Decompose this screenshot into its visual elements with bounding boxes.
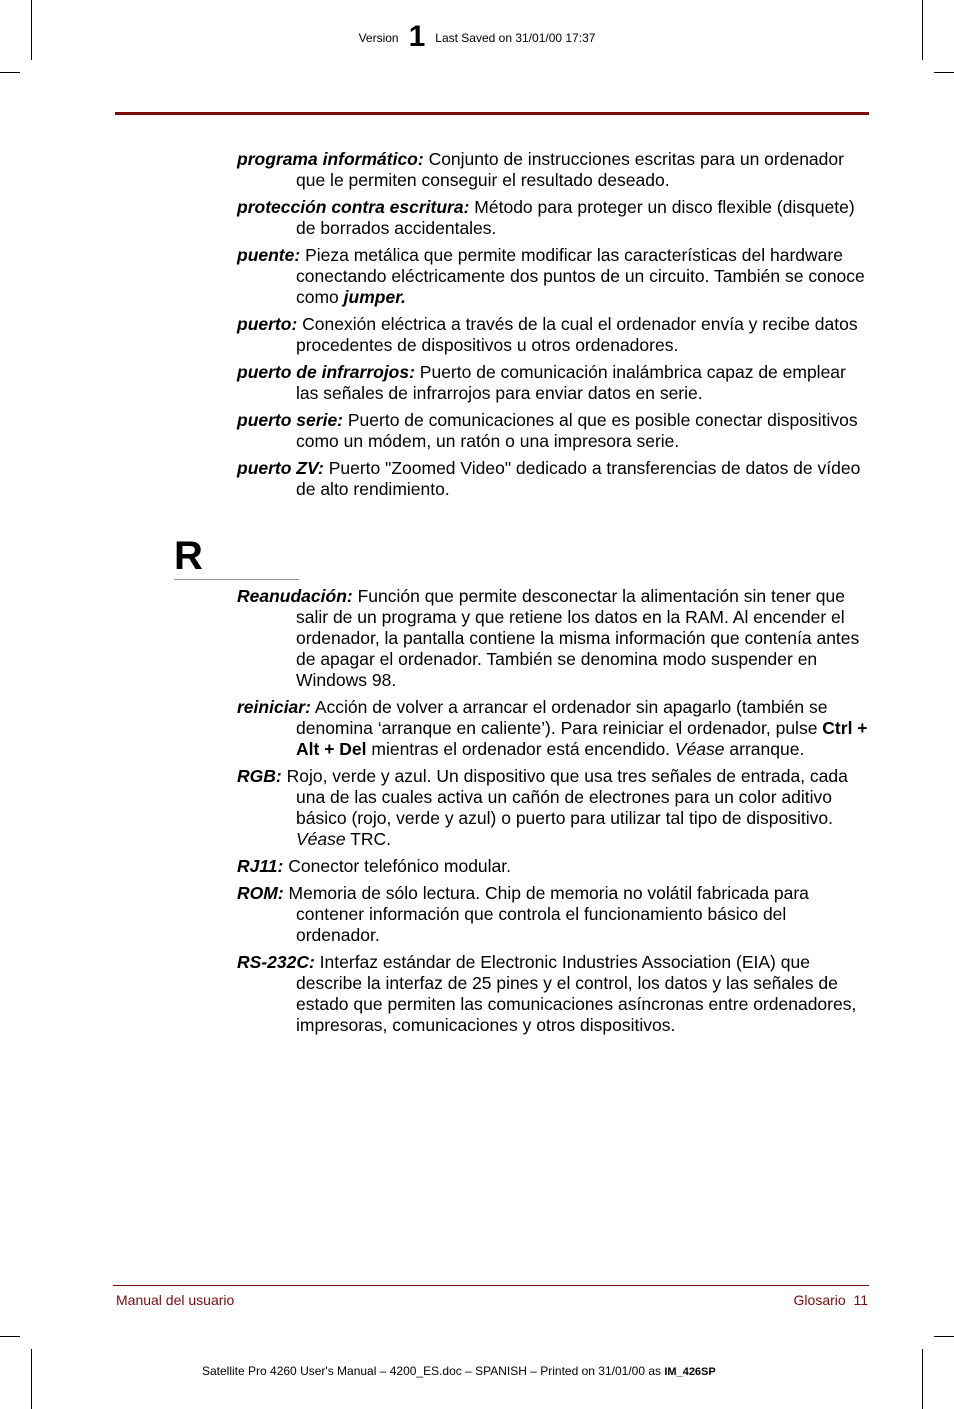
version-header xyxy=(0,20,954,54)
glossary-definition: Pieza metálica que permite modificar las características del hardware conectando eléctricamente dos puntos de un circuito. También se conoce como xyxy=(296,245,865,307)
section-letter-rule xyxy=(174,579,299,580)
glossary-entry xyxy=(237,883,871,946)
key-combination: Ctrl + Alt + Del xyxy=(296,718,868,759)
crop-mark xyxy=(934,1336,954,1337)
glossary-entry xyxy=(237,245,871,308)
glossary-definition: Puerto "Zoomed Video" dedicado a transferencias de datos de vídeo de alto rendimiento. xyxy=(296,458,861,499)
glossary-definition: TRC. xyxy=(345,829,391,849)
crop-mark xyxy=(31,1349,32,1409)
see-reference: Véase xyxy=(674,739,725,759)
glossary-entry xyxy=(237,314,871,356)
section-letter: R xyxy=(174,534,203,578)
glossary-definition: Conjunto de instrucciones escritas para un ordenador que le permiten conseguir el resultado deseado. xyxy=(296,149,844,190)
glossary-term: puerto ZV: xyxy=(237,458,324,478)
glossary-definition: Conexión eléctrica a través de la cual el ordenador envía y recibe datos procedentes de dispositivos u otros ordenadores. xyxy=(296,314,858,355)
glossary-definition: Rojo, verde y azul. Un dispositivo que usa tres señales de entrada, cada una de las cuales activa un cañón de electrones para un color aditivo básico (rojo, verde y azul) o puerto para utilizar tal tipo de dispositivo. xyxy=(281,766,848,828)
glossary-r-section xyxy=(237,586,871,1042)
crop-mark xyxy=(922,1349,923,1409)
glossary-definition: Método para proteger un disco flexible (disquete) de borrados accidentales. xyxy=(296,197,855,238)
glossary-entry xyxy=(237,458,871,500)
glossary-term: RJ11: xyxy=(237,856,284,876)
crop-mark xyxy=(0,1336,20,1337)
footer-page-label: Glosario 11 xyxy=(793,1292,868,1308)
glossary-term: puerto: xyxy=(237,314,298,334)
print-code: IM_426SP xyxy=(664,1366,716,1378)
glossary-definition: Puerto de comunicaciones al que es posible conectar dispositivos como un módem, un ratón o una impresora serie. xyxy=(296,410,858,451)
footer-rule xyxy=(113,1285,869,1286)
glossary-term: puerto serie: xyxy=(237,410,343,430)
glossary-definition: Conector telefónico modular. xyxy=(283,856,512,876)
glossary-definition: Puerto de comunicación inalámbrica capaz de emplear las señales de infrarrojos para enviar datos en serie. xyxy=(296,362,846,403)
glossary-definition: Interfaz estándar de Electronic Industries Association (EIA) que describe la interfaz de 25 pines y el control, los datos y las señales de estado que permiten las comunicaciones asíncronas entre ordenadores, impresoras, comunicaciones y otros dispositivos. xyxy=(296,952,857,1035)
see-reference: Véase xyxy=(296,829,346,849)
glossary-definition: Función que permite desconectar la alimentación sin tener que salir de un programa y que retiene los datos en la RAM. Al encender el ordenador, la pantalla contiene la misma información que contenía antes de apagar el ordenador. También se denomina modo suspender en Windows 98. xyxy=(296,586,860,690)
glossary-term: programa informático: xyxy=(237,149,424,169)
glossary-entry xyxy=(237,766,871,850)
glossary-definition: Memoria de sólo lectura. Chip de memoria no volátil fabricada para contener información que controla el funcionamiento básico del ordenador. xyxy=(283,883,809,945)
glossary-p-section xyxy=(237,149,871,506)
glossary-term: puente: xyxy=(237,245,301,265)
print-info xyxy=(202,1364,716,1378)
glossary-term: puerto de infrarrojos: xyxy=(237,362,415,382)
glossary-entry xyxy=(237,952,871,1036)
glossary-term: ROM: xyxy=(237,883,284,903)
glossary-term: reiniciar: xyxy=(237,697,311,717)
version-label: Version xyxy=(358,31,399,45)
crop-mark xyxy=(0,72,20,73)
glossary-entry xyxy=(237,856,871,877)
version-number: 1 xyxy=(408,20,426,53)
glossary-entry xyxy=(237,586,871,691)
glossary-definition: arranque. xyxy=(724,739,805,759)
glossary-term: Reanudación: xyxy=(237,586,353,606)
last-saved: Last Saved on 31/01/00 17:37 xyxy=(435,31,596,45)
crop-mark xyxy=(934,72,954,73)
glossary-term: protección contra escritura: xyxy=(237,197,470,217)
header-rule xyxy=(115,112,869,115)
footer-manual-title: Manual del usuario xyxy=(116,1292,235,1308)
glossary-term: RS-232C: xyxy=(237,952,315,972)
glossary-definition: Acción de volver a arrancar el ordenador sin apagarlo (también se denomina ‘arranque en caliente’). Para reiniciar el ordenador, pulse xyxy=(296,697,828,738)
glossary-inline-term: jumper. xyxy=(343,287,406,307)
glossary-definition: mientras el ordenador está encendido. xyxy=(366,739,675,759)
glossary-entry xyxy=(237,410,871,452)
glossary-term: RGB: xyxy=(237,766,282,786)
glossary-entry xyxy=(237,362,871,404)
glossary-entry xyxy=(237,697,871,760)
print-info-text: Satellite Pro 4260 User's Manual – 4200_ES.doc – SPANISH – Printed on 31/01/00 as xyxy=(202,1364,665,1378)
glossary-entry xyxy=(237,149,871,191)
glossary-entry xyxy=(237,197,871,239)
